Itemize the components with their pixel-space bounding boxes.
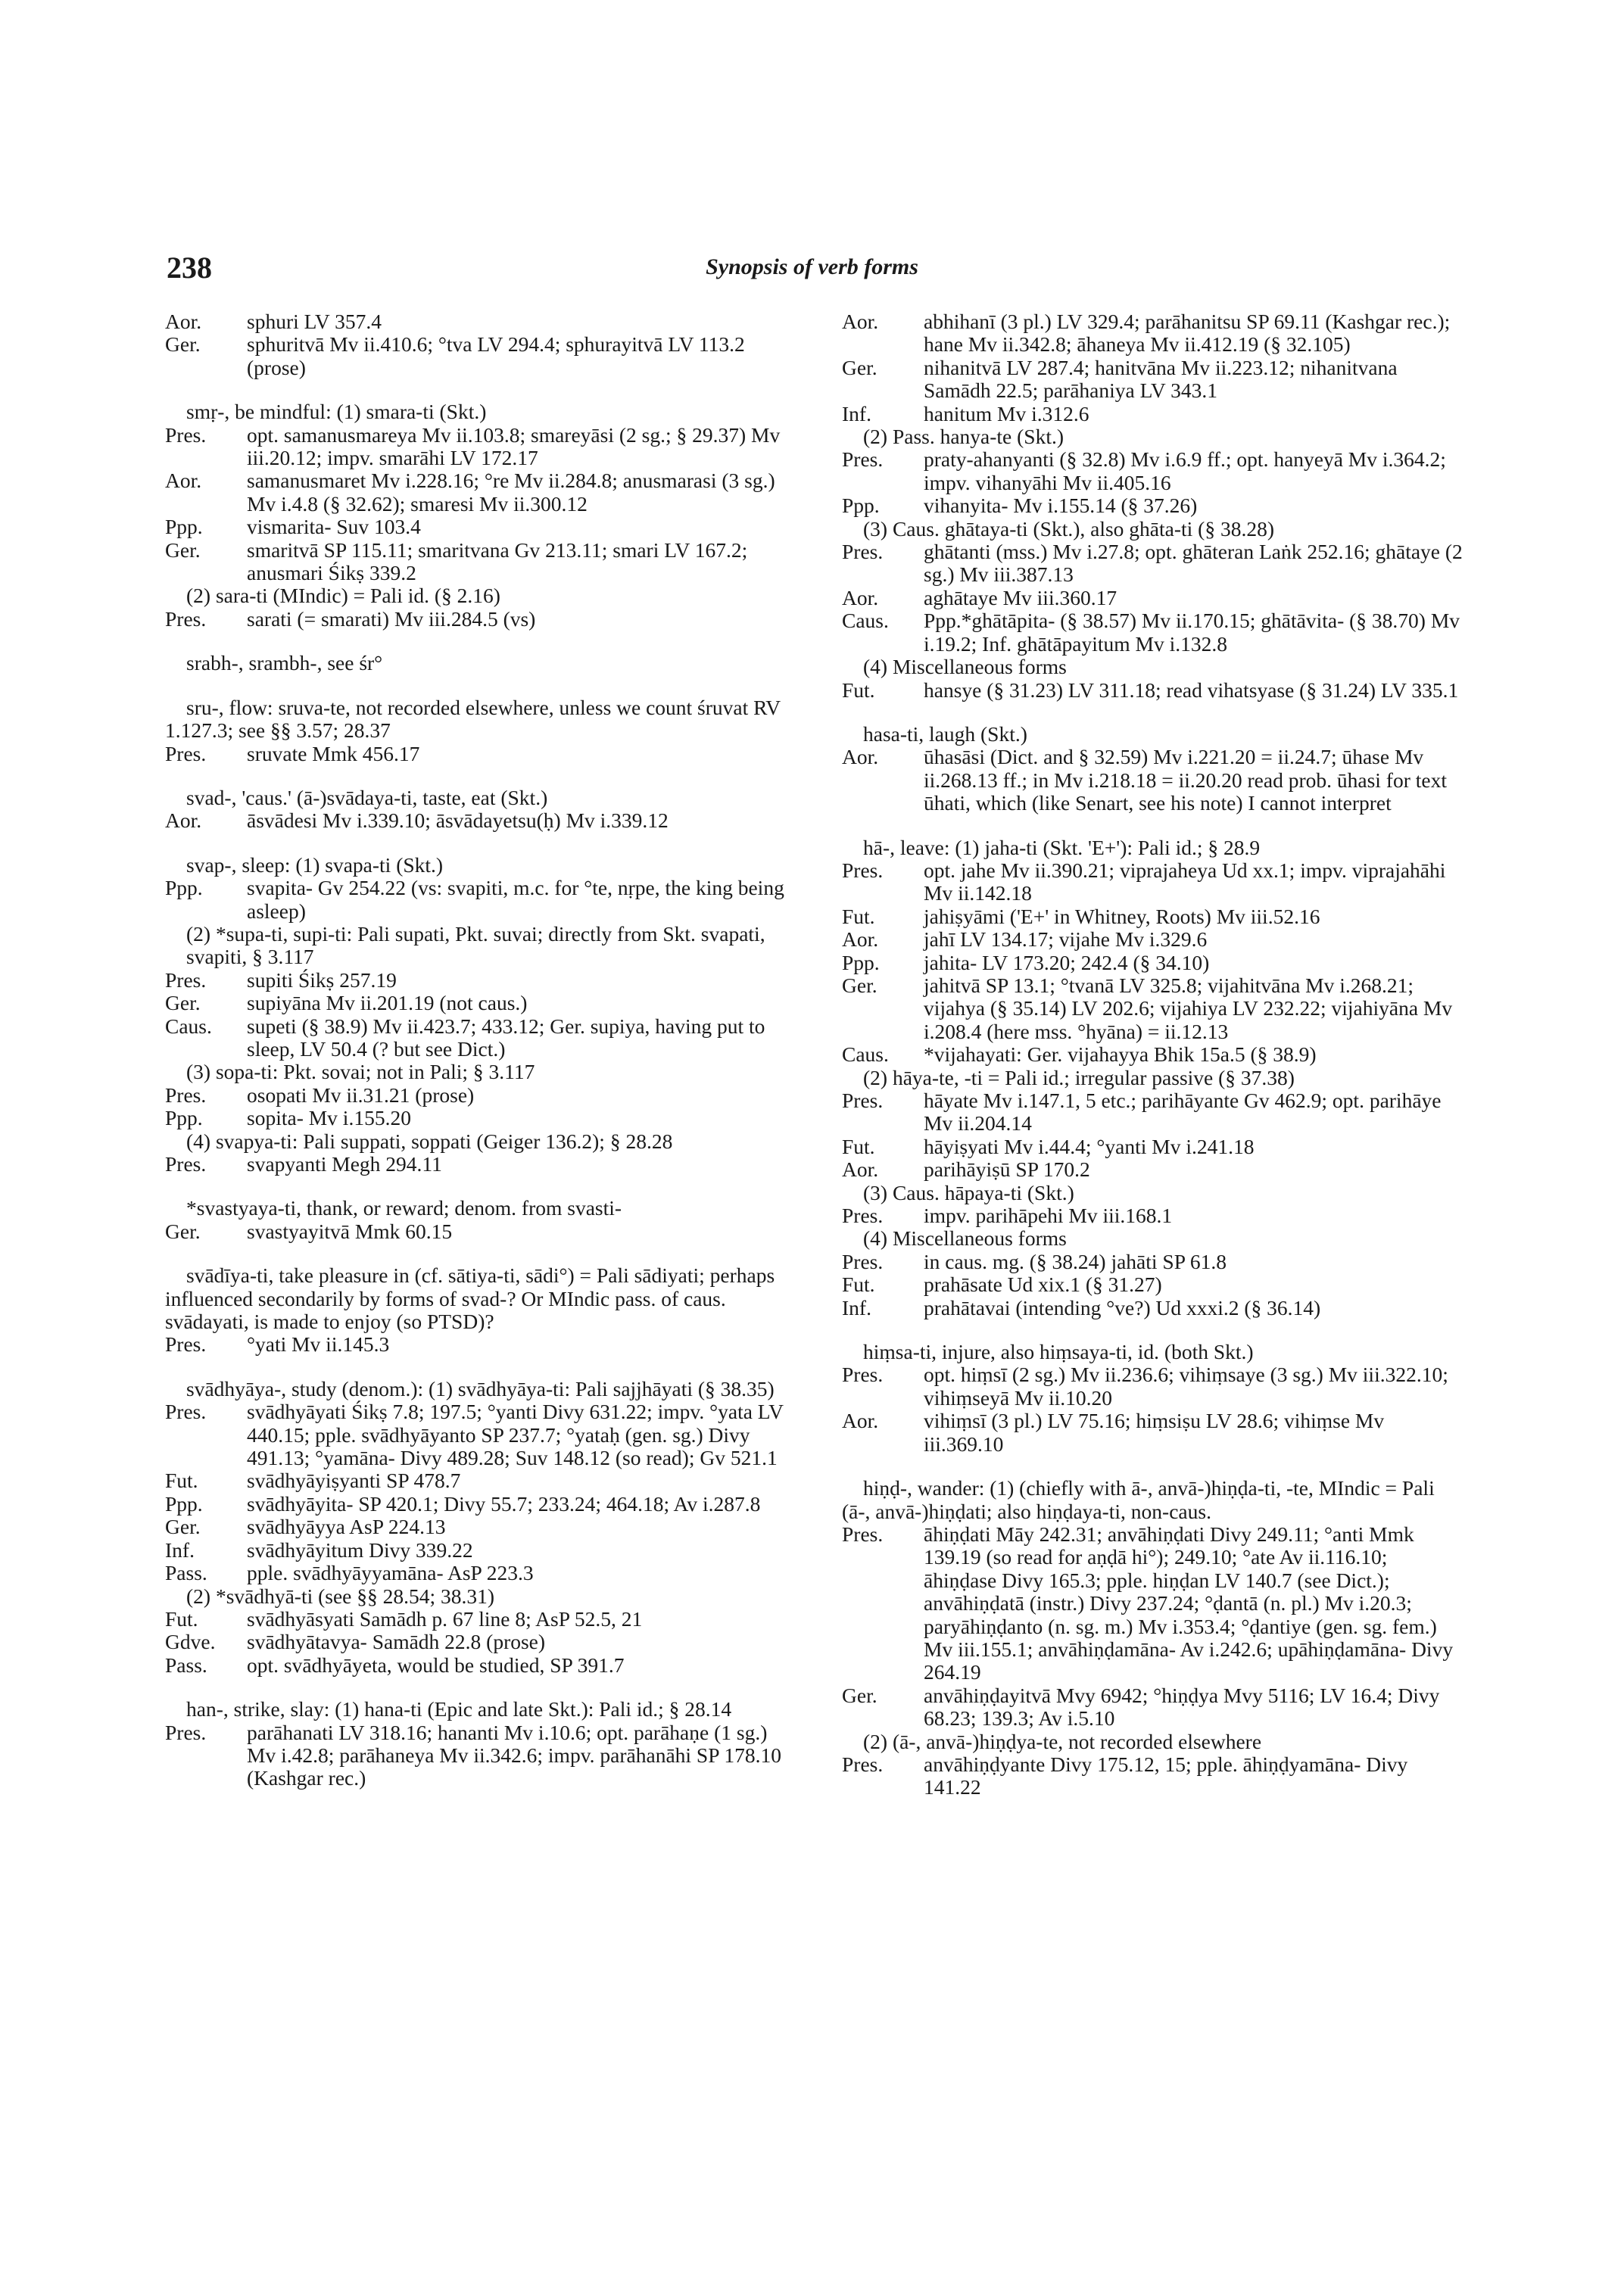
form-line bbox=[165, 1015, 786, 1061]
dictionary-entry bbox=[165, 854, 786, 1176]
form-label: Inf. bbox=[842, 1295, 871, 1319]
form-line bbox=[165, 809, 786, 832]
form-text: sopita- Mv i.155.20 bbox=[247, 1106, 411, 1130]
form-label: Aor. bbox=[842, 585, 879, 609]
form-label: Pres. bbox=[842, 447, 884, 472]
form-line bbox=[842, 1523, 1463, 1684]
form-label: Fut. bbox=[842, 1134, 875, 1158]
form-text: jahī LV 134.17; vijahe Mv i.329.6 bbox=[924, 927, 1208, 952]
form-label: Pres. bbox=[165, 1720, 207, 1744]
form-text: pple. svādhyāyyamāna- AsP 223.3 bbox=[247, 1561, 534, 1585]
dictionary-entry bbox=[165, 1264, 786, 1357]
form-label: Pres. bbox=[842, 1089, 884, 1112]
form-line bbox=[842, 609, 1463, 656]
form-text: prahātavai (intending °ve?) Ud xxxi.2 (§ 36.14) bbox=[924, 1295, 1321, 1319]
form-text: ūhasāsi (Dict. and § 32.59) Mv i.221.20 = ii.24.7; ūhase Mv ii.268.13 ff.; in Mv i.218.18 = ii.20.20 read prob. ūhasi for text ūhati, which (like Senart, see his note) I cannot interpret bbox=[924, 745, 1447, 815]
entry-headword: svādhyāya-, study (denom.): (1) svādhyāya-ti: Pali sajjhāyati (§ 38.35) bbox=[186, 1376, 775, 1400]
form-label: Inf. bbox=[842, 401, 871, 425]
dictionary-entry bbox=[165, 400, 786, 631]
form-text: svādhyāyya AsP 224.13 bbox=[247, 1515, 446, 1539]
form-label: Pres. bbox=[842, 540, 884, 564]
entry-subhead: (2) *supa-ti, supi-ti: Pali supati, Pkt. suvai; directly from Skt. svapati, svapiti, § 3.117 bbox=[186, 921, 765, 969]
form-text: abhihanī (3 pl.) LV 329.4; parāhanitsu SP 69.11 (Kashgar rec.); hane Mv ii.342.8; āhaneya Mv ii.412.19 (§ 32.105) bbox=[924, 310, 1451, 357]
entry-subhead: (2) hāya-te, -ti = Pali id.; irregular passive (§ 37.38) bbox=[863, 1065, 1295, 1089]
form-text: parihāyiṣū SP 170.2 bbox=[924, 1157, 1090, 1182]
form-line bbox=[165, 1608, 786, 1631]
form-text: hāyiṣyati Mv i.44.4; °yanti Mv i.241.18 bbox=[924, 1134, 1255, 1158]
form-text: āsvādesi Mv i.339.10; āsvādayetsu(ḥ) Mv i.339.12 bbox=[247, 808, 669, 833]
form-label: Fut. bbox=[842, 1273, 875, 1297]
form-text: impv. parihāpehi Mv iii.168.1 bbox=[924, 1204, 1173, 1228]
dictionary-entry bbox=[165, 696, 786, 765]
form-label: Ger. bbox=[165, 1219, 201, 1243]
form-label: Pres. bbox=[842, 1363, 884, 1387]
form-line bbox=[165, 1107, 786, 1129]
form-line bbox=[842, 905, 1463, 928]
form-line bbox=[165, 424, 786, 470]
entry-subhead: (3) Caus. hāpaya-ti (Skt.) bbox=[863, 1180, 1074, 1204]
form-label: Pres. bbox=[842, 1752, 884, 1776]
form-text: jahita- LV 173.20; 242.4 (§ 34.10) bbox=[924, 950, 1210, 974]
form-line bbox=[165, 1493, 786, 1516]
form-label: Aor. bbox=[165, 469, 202, 493]
form-line bbox=[165, 333, 786, 379]
form-text: °yati Mv ii.145.3 bbox=[247, 1332, 390, 1357]
form-text: anvāhiṇḍyante Divy 175.12, 15; pple. āhiṇḍyamāna- Divy 141.22 bbox=[924, 1752, 1408, 1799]
form-label: Pres. bbox=[165, 1083, 207, 1107]
form-line bbox=[165, 1084, 786, 1107]
entry-headword: svap-, sleep: (1) svapa-ti (Skt.) bbox=[186, 852, 444, 877]
form-label: Gdve. bbox=[165, 1630, 216, 1654]
form-line bbox=[842, 1089, 1463, 1136]
form-line bbox=[842, 928, 1463, 951]
form-label: Pres. bbox=[842, 858, 884, 882]
form-label: Ppp. bbox=[165, 1491, 203, 1516]
form-label: Pres. bbox=[165, 606, 207, 631]
form-text: vihanyita- Mv i.155.14 (§ 37.26) bbox=[924, 494, 1198, 518]
entry-headword: han-, strike, slay: (1) hana-ti (Epic and late Skt.): Pali id.; § 28.14 bbox=[186, 1697, 732, 1721]
form-label: Pres. bbox=[165, 967, 207, 992]
form-label: Aor. bbox=[842, 1409, 879, 1433]
form-text: svapyanti Megh 294.11 bbox=[247, 1152, 442, 1176]
form-label: Aor. bbox=[842, 310, 879, 333]
form-label: Pres. bbox=[165, 1332, 207, 1357]
form-line bbox=[165, 310, 786, 333]
entry-subhead: (2) *svādhyā-ti (see §§ 28.54; 38.31) bbox=[186, 1584, 495, 1608]
entry-headword: *svastyaya-ti, thank, or reward; denom. from svasti- bbox=[186, 1196, 622, 1220]
form-label: Pres. bbox=[842, 1249, 884, 1273]
entry-subhead: (2) Pass. hanya-te (Skt.) bbox=[863, 425, 1064, 449]
form-text: vismarita- Suv 103.4 bbox=[247, 515, 421, 539]
form-label: Fut. bbox=[842, 904, 875, 928]
running-head: Synopsis of verb forms bbox=[706, 254, 918, 279]
entry-subhead: (4) Miscellaneous forms bbox=[863, 1226, 1067, 1251]
form-line bbox=[842, 448, 1463, 494]
form-text: aghātaye Mv iii.360.17 bbox=[924, 585, 1117, 609]
dictionary-entry bbox=[842, 1477, 1463, 1799]
form-line bbox=[165, 877, 786, 923]
form-label: Fut. bbox=[842, 678, 875, 702]
dictionary-entry bbox=[165, 652, 786, 675]
form-text: vihiṃsī (3 pl.) LV 75.16; hiṃsiṣu LV 28.6; vihiṃse Mv iii.369.10 bbox=[924, 1409, 1385, 1456]
entry-headword: srabh-, srambh-, see śr° bbox=[186, 651, 383, 675]
form-line bbox=[165, 1153, 786, 1176]
form-text: svapita- Gv 254.22 (vs: svapiti, m.c. for °te, nṛpe, the king being asleep) bbox=[247, 876, 784, 923]
form-label: Aor. bbox=[842, 927, 879, 952]
dictionary-entry bbox=[165, 1197, 786, 1243]
form-line bbox=[842, 1136, 1463, 1158]
form-label: Pres. bbox=[842, 1204, 884, 1228]
form-label: Fut. bbox=[165, 1606, 198, 1631]
form-line bbox=[165, 516, 786, 538]
form-text: ghātanti (mss.) Mv i.27.8; opt. ghāteran Laṅk 252.16; ghātaye (2 sg.) Mv iii.387.13 bbox=[924, 540, 1463, 587]
form-text: sruvate Mmk 456.17 bbox=[247, 741, 420, 765]
form-text: sphuritvā Mv ii.410.6; °tva LV 294.4; sphurayitvā LV 113.2 (prose) bbox=[247, 332, 745, 379]
form-label: Ger. bbox=[842, 1683, 877, 1707]
form-label: Aor. bbox=[165, 808, 202, 833]
form-line bbox=[842, 494, 1463, 517]
right-column bbox=[842, 310, 1463, 1821]
entry-headword: hā-, leave: (1) jaha-ti (Skt. 'E+'): Pali id.; § 28.9 bbox=[863, 835, 1261, 859]
form-text: Ppp.*ghātāpita- (§ 38.57) Mv ii.170.15; ghātāvita- (§ 38.70) Mv i.19.2; Inf. ghātāpayitum Mv i.132.8 bbox=[924, 609, 1460, 656]
entry-headword: hiṇḍ-, wander: (1) (chiefly with ā-, anvā-)hiṇḍa-ti, -te, MIndic = Pali (ā-, anvā-)hiṇḍati; also hiṇḍaya-ti, non-caus. bbox=[842, 1476, 1435, 1523]
entry-headword: svad-, 'caus.' (ā-)svādaya-ti, taste, eat (Skt.) bbox=[186, 785, 548, 809]
entry-subhead: (2) sara-ti (MIndic) = Pali id. (§ 2.16) bbox=[186, 584, 500, 608]
form-label: Caus. bbox=[842, 609, 889, 633]
form-text: āhiṇḍati Māy 242.31; anvāhiṇḍati Divy 249.11; °anti Mmk 139.19 (so read for aṇḍā hi°); 249.10; °ate Av ii.116.10; āhiṇḍase Divy 165.3; pple. hiṇḍan LV 140.7 (see Dict.); anvāhiṇḍatā (instr.) Divy 237.24; °ḍantā (n. pl.) Mv i.20.3; paryāhiṇḍanto (n. sg. m.) Mv i.353.4; °ḍantiye (gen. sg. fem.) Mv iii.155.1; anvāhiṇḍamāna- Av i.242.6; upāhiṇḍamāna- Divy 264.19 bbox=[924, 1522, 1454, 1684]
dictionary-entry bbox=[842, 723, 1463, 815]
form-text: jahitvā SP 13.1; °tvanā LV 325.8; vijahitvāna Mv i.268.21; vijahya (§ 35.14) LV 202.6; vijahiya LV 232.22; vijahiyāna Mv i.208.4 (here mss. °hyāna) = ii.12.13 bbox=[924, 973, 1453, 1043]
dictionary-entry bbox=[165, 310, 786, 379]
form-text: hansye (§ 31.23) LV 311.18; read vihatsyase (§ 31.24) LV 335.1 bbox=[924, 678, 1459, 702]
form-text: sarati (= smarati) Mv iii.284.5 (vs) bbox=[247, 606, 536, 631]
form-label: Pres. bbox=[165, 1152, 207, 1176]
form-label: Pres. bbox=[842, 1522, 884, 1546]
form-line bbox=[842, 1753, 1463, 1799]
form-line bbox=[165, 1333, 786, 1356]
dictionary-entry bbox=[842, 310, 1463, 702]
entry-headword: hasa-ti, laugh (Skt.) bbox=[863, 721, 1027, 746]
entry-headword: sru-, flow: sruva-te, not recorded elsewhere, unless we count śruvat RV 1.127.3; see §§ 3.57; 28.37 bbox=[165, 695, 781, 743]
entry-headword: hiṃsa-ti, injure, also hiṃsaya-ti, id. (both Skt.) bbox=[863, 1340, 1254, 1364]
form-text: anvāhiṇḍayitvā Mvy 6942; °hiṇḍya Mvy 5116; LV 16.4; Divy 68.23; 139.3; Av i.5.10 bbox=[924, 1683, 1440, 1731]
form-line bbox=[842, 1410, 1463, 1456]
dictionary-entry bbox=[165, 787, 786, 833]
form-line bbox=[842, 403, 1463, 425]
form-text: opt. jahe Mv ii.390.21; viprajaheya Ud xx.1; impv. viprajahāhi Mv ii.142.18 bbox=[924, 858, 1446, 905]
page-number: 238 bbox=[167, 251, 212, 285]
form-line bbox=[842, 1158, 1463, 1181]
entry-subhead: (3) Caus. ghātaya-ti (Skt.), also ghāta-ti (§ 38.28) bbox=[863, 516, 1274, 541]
dictionary-entry bbox=[842, 1341, 1463, 1456]
entry-headword: svādīya-ti, take pleasure in (cf. sātiya-ti, sādi°) = Pali sādiyati; perhaps influenced secondarily by forms of svad-? Or MIndic pass. of caus. svādayati, is made to enjoy (so PTSD)? bbox=[165, 1263, 775, 1334]
form-text: in caus. mg. (§ 38.24) jahāti SP 61.8 bbox=[924, 1249, 1227, 1273]
form-label: Inf. bbox=[165, 1537, 195, 1562]
dictionary-entry bbox=[842, 837, 1463, 1320]
form-label: Pass. bbox=[165, 1561, 207, 1585]
form-text: supeti (§ 38.9) Mv ii.423.7; 433.12; Ger. supiya, having put to sleep, LV 50.4 (? but see Dict.) bbox=[247, 1014, 765, 1061]
form-text: supiyāna Mv ii.201.19 (not caus.) bbox=[247, 991, 528, 1015]
form-label: Ger. bbox=[842, 973, 877, 997]
form-label: Caus. bbox=[165, 1014, 212, 1038]
entry-headword: smṛ-, be mindful: (1) smara-ti (Skt.) bbox=[186, 400, 487, 424]
dictionary-entry bbox=[165, 1378, 786, 1677]
entry-subhead: (4) svapya-ti: Pali suppati, soppati (Geiger 136.2); § 28.28 bbox=[186, 1129, 673, 1153]
form-text: svādhyāsyati Samādh p. 67 line 8; AsP 52.5, 21 bbox=[247, 1606, 643, 1631]
form-label: Aor. bbox=[842, 745, 879, 769]
form-line bbox=[165, 992, 786, 1014]
form-line bbox=[165, 539, 786, 585]
form-line bbox=[165, 1220, 786, 1243]
form-line bbox=[165, 1654, 786, 1677]
form-text: opt. svādhyāyeta, would be studied, SP 391.7 bbox=[247, 1653, 625, 1677]
form-line bbox=[842, 1297, 1463, 1319]
form-line bbox=[165, 608, 786, 631]
form-label: Ger. bbox=[165, 332, 201, 357]
form-line bbox=[165, 1516, 786, 1538]
form-line bbox=[842, 859, 1463, 905]
form-text: sphuri LV 357.4 bbox=[247, 310, 382, 333]
form-label: Ppp. bbox=[842, 950, 880, 974]
form-text: opt. hiṃsī (2 sg.) Mv ii.236.6; vihiṃsaye (3 sg.) Mv iii.322.10; vihiṃseyā Mv ii.10.20 bbox=[924, 1363, 1448, 1410]
form-line bbox=[165, 1562, 786, 1584]
form-text: osopati Mv ii.31.21 (prose) bbox=[247, 1083, 475, 1107]
form-line bbox=[842, 357, 1463, 403]
form-line bbox=[842, 1363, 1463, 1410]
form-label: Ppp. bbox=[165, 1106, 203, 1130]
entry-subhead: (3) sopa-ti: Pkt. sovai; not in Pali; § 3.117 bbox=[186, 1060, 535, 1084]
form-line bbox=[165, 969, 786, 992]
form-label: Ppp. bbox=[165, 876, 203, 900]
form-line bbox=[842, 1043, 1463, 1066]
form-line bbox=[842, 587, 1463, 609]
form-text: hanitum Mv i.312.6 bbox=[924, 401, 1089, 425]
left-column bbox=[165, 310, 786, 1812]
form-line bbox=[842, 952, 1463, 974]
form-line bbox=[165, 1400, 786, 1469]
form-text: samanusmaret Mv i.228.16; °re Mv ii.284.8; anusmarasi (3 sg.) Mv i.4.8 (§ 32.62); smaresi Mv ii.300.12 bbox=[247, 469, 775, 516]
form-text: svādhyāyita- SP 420.1; Divy 55.7; 233.24; 464.18; Av i.287.8 bbox=[247, 1491, 761, 1516]
form-line bbox=[842, 1273, 1463, 1296]
form-label: Ppp. bbox=[842, 494, 880, 518]
form-line bbox=[165, 1469, 786, 1492]
form-text: svastyayitvā Mmk 60.15 bbox=[247, 1219, 453, 1243]
form-text: svādhyāyati Śikṣ 7.8; 197.5; °yanti Divy 631.22; impv. °yata LV 440.15; pple. svādhyāyanto SP 237.7; °yataḥ (gen. sg.) Divy 491.13; °yamāna- Divy 489.28; Suv 148.12 (so read); Gv 521.1 bbox=[247, 1400, 784, 1470]
form-line bbox=[165, 1539, 786, 1562]
form-label: Pres. bbox=[165, 422, 207, 447]
form-text: jahiṣyāmi ('E+' in Whitney, Roots) Mv iii.52.16 bbox=[924, 904, 1320, 928]
form-line bbox=[842, 1251, 1463, 1273]
form-line bbox=[842, 746, 1463, 815]
entry-subhead: (2) (ā-, anvā-)hiṇḍya-te, not recorded elsewhere bbox=[863, 1729, 1262, 1753]
form-text: parāhanati LV 318.16; hananti Mv i.10.6; opt. parāhaṇe (1 sg.) Mv i.42.8; parāhaneya Mv ii.342.6; impv. parāhanāhi SP 178.10 (Kashgar rec.) bbox=[247, 1720, 781, 1790]
form-label: Caus. bbox=[842, 1042, 889, 1067]
form-line bbox=[165, 1721, 786, 1790]
form-label: Ppp. bbox=[165, 515, 203, 539]
form-label: Ger. bbox=[165, 991, 201, 1015]
form-line bbox=[165, 469, 786, 516]
form-label: Ger. bbox=[165, 537, 201, 562]
form-text: praty-ahanyanti (§ 32.8) Mv i.6.9 ff.; opt. hanyeyā Mv i.364.2; impv. vihanyāhi Mv ii.405.16 bbox=[924, 447, 1446, 494]
form-text: nihanitvā LV 287.4; hanitvāna Mv ii.223.12; nihanitvana Samādh 22.5; parāhaniya LV 343.1 bbox=[924, 355, 1398, 403]
form-label: Pass. bbox=[165, 1653, 207, 1677]
form-line bbox=[842, 1684, 1463, 1731]
form-text: supiti Śikṣ 257.19 bbox=[247, 967, 397, 992]
form-label: Aor. bbox=[165, 310, 202, 333]
form-text: *vijahayati: Ger. vijahayya Bhik 15a.5 (§ 38.9) bbox=[924, 1042, 1317, 1067]
page-header bbox=[0, 250, 1624, 295]
dictionary-entry bbox=[165, 1698, 786, 1790]
form-text: svādhyāyiṣyanti SP 478.7 bbox=[247, 1469, 461, 1493]
form-line bbox=[842, 679, 1463, 702]
form-label: Aor. bbox=[842, 1157, 879, 1182]
form-line bbox=[842, 541, 1463, 587]
form-text: prahāsate Ud xix.1 (§ 31.27) bbox=[924, 1273, 1162, 1297]
form-label: Pres. bbox=[165, 1400, 207, 1424]
entry-subhead: (4) Miscellaneous forms bbox=[863, 655, 1067, 679]
form-line bbox=[165, 743, 786, 765]
form-label: Fut. bbox=[165, 1469, 198, 1493]
form-line bbox=[842, 1204, 1463, 1227]
form-text: svādhyātavya- Samādh 22.8 (prose) bbox=[247, 1630, 546, 1654]
form-line bbox=[842, 310, 1463, 357]
form-text: opt. samanusmareya Mv ii.103.8; smareyāsi (2 sg.; § 29.37) Mv iii.20.12; impv. smarāhi LV 172.17 bbox=[247, 422, 781, 470]
form-text: hāyate Mv i.147.1, 5 etc.; parihāyante Gv 462.9; opt. parihāye Mv ii.204.14 bbox=[924, 1089, 1442, 1136]
form-line bbox=[165, 1631, 786, 1653]
form-text: smaritvā SP 115.11; smaritvana Gv 213.11; smari LV 167.2; anusmari Śikṣ 339.2 bbox=[247, 537, 748, 585]
form-label: Pres. bbox=[165, 741, 207, 765]
form-line bbox=[842, 974, 1463, 1043]
form-label: Ger. bbox=[842, 355, 877, 379]
form-label: Ger. bbox=[165, 1515, 201, 1539]
form-text: svādhyāyitum Divy 339.22 bbox=[247, 1537, 473, 1562]
